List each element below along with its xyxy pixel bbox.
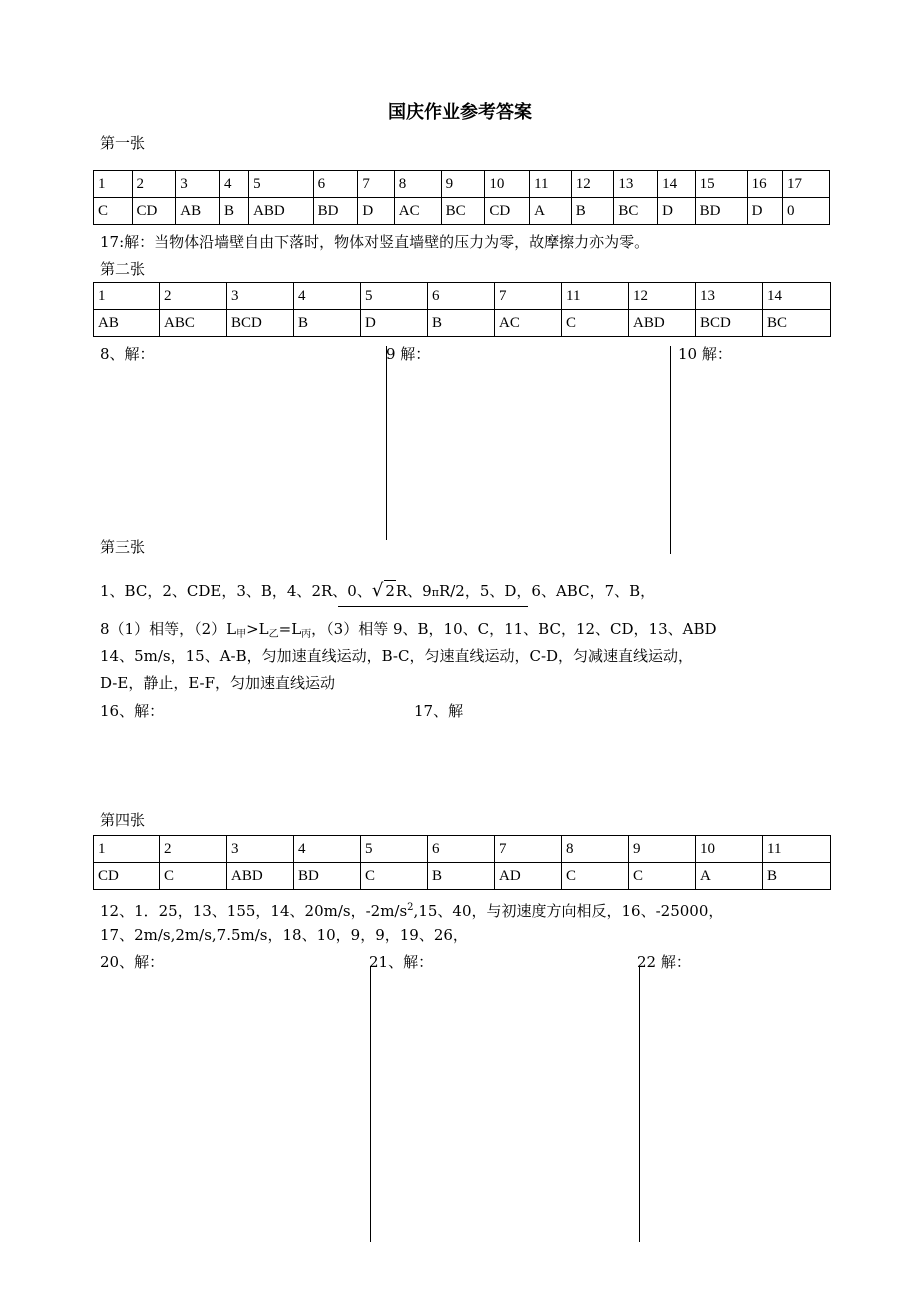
question-number-cell: 11 <box>562 283 629 310</box>
question-number-cell: 12 <box>629 283 696 310</box>
sqrt-icon: √ <box>371 580 384 601</box>
answer-cell: ABC <box>160 310 227 337</box>
answer-cell: ABD <box>629 310 696 337</box>
question-number-cell: 1 <box>94 836 160 863</box>
sheet2-solve-10: 10 解： <box>678 345 732 363</box>
sheet3-line-2-part: ，（3）相等 9、B，10、C，11、BC，12、CD，13、ABD <box>311 620 717 638</box>
sheet3-heading: 第三张 <box>100 538 146 556</box>
sheet2-answer-row <box>94 310 831 337</box>
answer-cell: C <box>160 863 227 890</box>
question-number-cell: 13 <box>614 171 658 198</box>
sheet3-solve-16: 16、解： <box>100 702 165 720</box>
sheet3-line-2-part: >L <box>246 620 269 638</box>
answer-cell: CD <box>132 198 176 225</box>
answer-cell: ABD <box>227 863 294 890</box>
answer-cell: BD <box>294 863 361 890</box>
sheet3-line-2 <box>100 619 717 645</box>
sheet4-line-1-part: ,15、40，与初速度方向相反，16、-25000， <box>413 902 724 920</box>
question-number-cell: 5 <box>249 171 314 198</box>
answer-cell: B <box>219 198 248 225</box>
sheet1-note-17: 17:解：当物体沿墙壁自由下落时，物体对竖直墙壁的压力为零，故摩擦力亦为零。 <box>100 233 650 251</box>
answer-cell: CD <box>485 198 530 225</box>
subscript: 乙 <box>268 629 279 640</box>
answer-cell: ABD <box>249 198 314 225</box>
question-number-cell: 1 <box>94 171 133 198</box>
sheet4-solve-20: 20、解： <box>100 953 165 971</box>
question-number-cell: 3 <box>176 171 220 198</box>
sheet3-line-3: 14、5m/s，15、A-B，匀加速直线运动，B-C，匀速直线运动，C-D，匀减速直线运动， <box>100 647 694 665</box>
answer-cell: A <box>530 198 572 225</box>
subscript: 甲 <box>236 629 247 640</box>
answer-cell: D <box>658 198 695 225</box>
sheet3-line-2-part: =L <box>278 620 302 638</box>
answer-cell: A <box>696 863 763 890</box>
answer-cell: AC <box>495 310 562 337</box>
answer-cell: BC <box>441 198 485 225</box>
answer-cell: BD <box>695 198 747 225</box>
answer-cell: C <box>562 863 629 890</box>
sheet1-answer-table <box>93 170 830 225</box>
question-number-cell: 4 <box>294 836 361 863</box>
answer-cell: B <box>294 310 361 337</box>
question-number-cell: 2 <box>160 836 227 863</box>
question-number-cell: 17 <box>783 171 830 198</box>
question-number-cell: 3 <box>227 283 294 310</box>
question-number-cell: 6 <box>428 283 495 310</box>
question-number-cell: 8 <box>394 171 441 198</box>
sheet4-line-1 <box>100 898 723 921</box>
answer-cell: D <box>747 198 782 225</box>
sheet4-line-2: 17、2m/s,2m/s,7.5m/s，18、10，9，9，19、26， <box>100 926 468 944</box>
question-number-cell: 2 <box>132 171 176 198</box>
question-number-cell: 2 <box>160 283 227 310</box>
sheet1-number-row <box>94 171 830 198</box>
answer-cell: BC <box>614 198 658 225</box>
sheet3-line-1-part: ，5、D，6、ABC，7、B， <box>464 582 656 600</box>
question-number-cell: 11 <box>763 836 831 863</box>
question-number-cell: 5 <box>361 283 428 310</box>
question-number-cell: 10 <box>485 171 530 198</box>
sqrt-expression <box>372 580 396 601</box>
sheet2-answer-table <box>93 282 831 337</box>
answer-cell: AB <box>94 310 160 337</box>
answer-cell: C <box>94 198 133 225</box>
question-number-cell: 13 <box>696 283 763 310</box>
sheet3-line-1-part: R、9 <box>395 582 432 600</box>
sheet3-line-1-part: R/2 <box>438 582 465 600</box>
sqrt-radicand: 2 <box>385 582 395 600</box>
sheet1-heading: 第一张 <box>100 134 146 152</box>
sheet2-heading: 第二张 <box>100 260 146 278</box>
sheet3-line-2-part: 8（1）相等，（2）L <box>100 620 237 638</box>
sheet1-answer-row <box>94 198 830 225</box>
sheet4-solve-22: 22 解： <box>637 953 691 971</box>
answer-cell: 0 <box>783 198 830 225</box>
answer-cell: B <box>428 310 495 337</box>
answer-divider-line <box>670 346 671 554</box>
question-number-cell: 6 <box>428 836 495 863</box>
answer-underline <box>338 606 528 607</box>
answer-divider-line <box>386 346 387 540</box>
question-number-cell: 4 <box>294 283 361 310</box>
answer-cell: AC <box>394 198 441 225</box>
question-number-cell: 3 <box>227 836 294 863</box>
question-number-cell: 14 <box>658 171 695 198</box>
sheet3-line-1 <box>100 580 655 603</box>
question-number-cell: 14 <box>763 283 831 310</box>
answer-cell: C <box>361 863 428 890</box>
superscript: 2 <box>407 902 414 913</box>
sheet3-line-1-part: 1、BC，2、CDE，3、B，4、 <box>100 582 312 600</box>
answer-cell: AB <box>176 198 220 225</box>
answer-cell: BD <box>313 198 358 225</box>
answer-divider-line <box>639 966 640 1242</box>
subscript: 丙 <box>301 629 312 640</box>
answer-cell: D <box>358 198 394 225</box>
sheet4-solve-21: 21、解： <box>369 953 434 971</box>
question-number-cell: 9 <box>629 836 696 863</box>
answer-cell: C <box>629 863 696 890</box>
pi-symbol: π <box>431 586 439 599</box>
sheet3-solve-17: 17、解 <box>414 702 464 720</box>
answer-cell: D <box>361 310 428 337</box>
question-number-cell: 11 <box>530 171 572 198</box>
question-number-cell: 7 <box>495 283 562 310</box>
sheet4-line-1-part: 12、1．25，13、155，14、20m/s，-2m/s <box>100 902 408 920</box>
answer-divider-line <box>370 966 371 1242</box>
sheet2-number-row <box>94 283 831 310</box>
answer-cell: B <box>763 863 831 890</box>
question-number-cell: 7 <box>358 171 394 198</box>
sheet4-answer-row <box>94 863 831 890</box>
answer-cell: CD <box>94 863 160 890</box>
question-number-cell: 12 <box>571 171 614 198</box>
answer-cell: BCD <box>696 310 763 337</box>
sheet3-line-1-part: 2R、0、 <box>311 582 372 600</box>
question-number-cell: 8 <box>562 836 629 863</box>
sheet4-number-row <box>94 836 831 863</box>
sheet4-answer-table <box>93 835 831 890</box>
answer-cell: B <box>571 198 614 225</box>
question-number-cell: 5 <box>361 836 428 863</box>
sheet2-solve-8: 8、解： <box>100 345 155 363</box>
question-number-cell: 10 <box>696 836 763 863</box>
sheet2-solve-9: 9 解： <box>386 345 431 363</box>
answer-cell: B <box>428 863 495 890</box>
question-number-cell: 7 <box>495 836 562 863</box>
question-number-cell: 1 <box>94 283 160 310</box>
page-title: 国庆作业参考答案 <box>388 102 532 123</box>
answer-cell: BCD <box>227 310 294 337</box>
question-number-cell: 6 <box>313 171 358 198</box>
question-number-cell: 9 <box>441 171 485 198</box>
sheet3-line-4: D-E，静止，E-F，匀加速直线运动 <box>100 674 336 692</box>
question-number-cell: 16 <box>747 171 782 198</box>
answer-cell: AD <box>495 863 562 890</box>
question-number-cell: 4 <box>219 171 248 198</box>
answer-cell: C <box>562 310 629 337</box>
answer-cell: BC <box>763 310 831 337</box>
sheet4-heading: 第四张 <box>100 811 146 829</box>
question-number-cell: 15 <box>695 171 747 198</box>
